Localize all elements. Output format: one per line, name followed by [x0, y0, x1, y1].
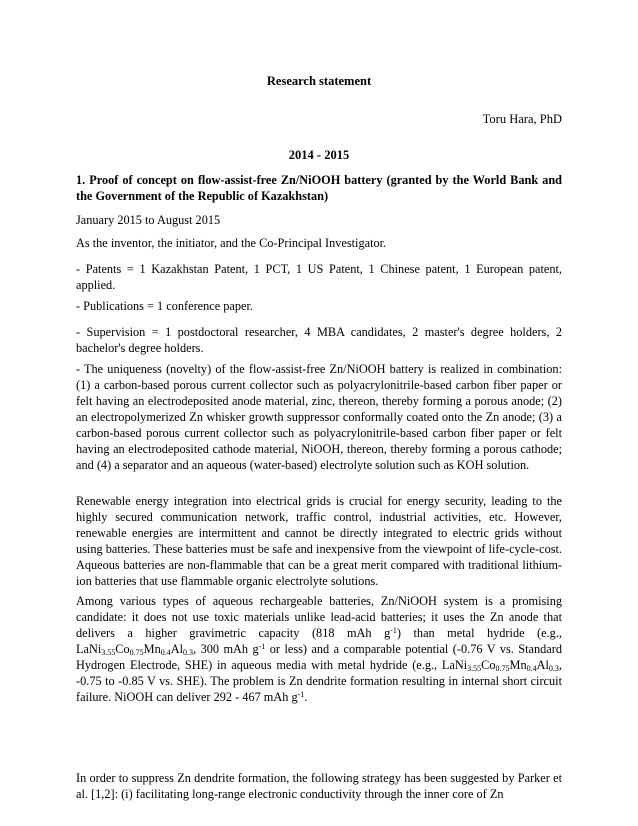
supervision-text: - Supervision = 1 postdoctoral researcher, 4 MBA candidates, 2 master's degree holders, 2 bachelor's degree holders.	[76, 325, 562, 355]
patents-text: - Patents = 1 Kazakhstan Patent, 1 PCT, 1 US Patent, 1 Chinese patent, 1 European patent, applied.	[76, 262, 562, 292]
period-text: January 2015 to August 2015	[76, 213, 221, 227]
aqueous-text: Among various types of aqueous rechargeable batteries, Zn/NiOOH system is a promising candidate: it does not use toxic materials unlike lead-acid batteries; it uses the Zn anode that delivers a higher gravimetric capacity (818 mAh $g^{-1}$) than metal hydride (e.g., $LaNi_{3.55}Co_{0.75}Mn_{0.4}Al_{0.3}$, 300 mAh $g^{-1}$ or less) and a comparable potential (-0.76 V vs. Standard Hydrogen Electrode, SHE) in aqueous media with metal hydride (e.g., $LaNi_{3.55}Co_{0.75}Mn_{0.4}Al_{0.3}$, -0.75 to -0.85 V vs. SHE). The problem is Zn dendrite formation resulting in internal short circuit failure. NiOOH can deliver 292 - 467 mAh $g^{-1}$.	[76, 594, 562, 704]
section-heading-block	[76, 172, 562, 204]
dendrite-block	[76, 770, 562, 802]
publications-block	[76, 298, 562, 314]
role-block	[76, 235, 562, 251]
dendrite-text: In order to suppress Zn dendrite formation, the following strategy has been suggested by Parker et al. [1,2]: (i) facilitating long-range electronic conductivity through the inner core of Zn	[76, 771, 562, 801]
period-heading: 2014 - 2015	[288, 148, 350, 162]
patents-block	[76, 261, 562, 293]
renewable-text: Renewable energy integration into electrical grids is crucial for energy security, leading to the highly secured communication network, traffic control, industrial activities, etc. However, renewable energies are intermittent and cannot be directly integrated to electric grids without using batteries. These batteries must be safe and inexpensive from the viewpoint of life-cycle-cost. Aqueous batteries are non-flammable that can be a great merit compared with traditional lithium-ion batteries that use flammable organic electrolyte solutions.	[76, 494, 562, 588]
document-title: Research statement	[266, 74, 372, 88]
publications-text: - Publications = 1 conference paper.	[76, 299, 253, 313]
renewable-block	[76, 493, 562, 589]
supervision-block	[76, 324, 562, 356]
uniqueness-text: - The uniqueness (novelty) of the flow-assist-free Zn/NiOOH battery is realized in combination: (1) a carbon-based porous current collector such as polyacrylonitrile-based carbon fiber paper or felt having an electrodeposited anode material, zinc, thereon, thereby forming a porous anode; (2) an electropolymerized Zn whisker growth suppressor conformally coated onto the Zn anode; (3) a carbon-based porous current collector such as polyacrylonitrile-based carbon fiber paper or felt having an electrodeposited cathode material, NiOOH, thereon, thereby forming a porous cathode; and (4) a separator and an aqueous (water-based) electrolyte solution such as KOH solution.	[76, 362, 562, 472]
uniqueness-block	[76, 361, 562, 473]
author-name: Toru Hara, PhD	[482, 112, 562, 126]
period-block	[76, 212, 562, 228]
section-heading: 1. Proof of concept on flow-assist-free Zn/NiOOH battery (granted by the World Bank and the Government of the Republic of Kazakhstan)	[76, 173, 562, 203]
aqueous-block	[76, 593, 562, 705]
role-text: As the inventor, the initiator, and the Co-Principal Investigator.	[76, 236, 387, 250]
